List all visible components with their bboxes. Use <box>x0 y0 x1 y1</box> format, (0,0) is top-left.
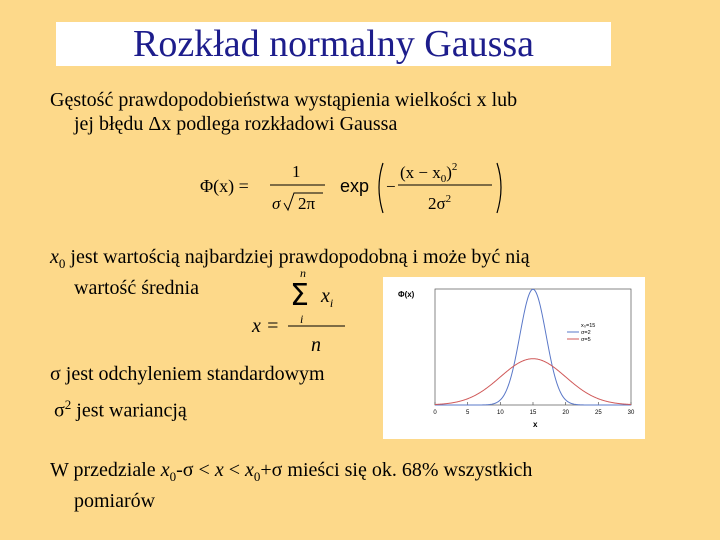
formula-inner-num: $(x - x_0)^2$ <box>400 161 458 185</box>
chart-ticks <box>433 402 635 416</box>
chart-legend <box>567 323 595 343</box>
gauss-formula <box>200 155 510 220</box>
x-tick-label: 20 <box>562 410 570 416</box>
paragraph-interval-line1: W przedziale $x_0-\sigma < x < x_0+\sigma$ mieści się ok. 68% wszystkich <box>50 459 533 484</box>
formula-lhs: Φ(x) = <box>200 176 249 196</box>
chart-ylabel: Φ(x) <box>398 290 415 299</box>
formula-minus: − <box>386 177 396 196</box>
paragraph-density-line2: jej błędu Δx podlega rozkładowi Gaussa <box>74 113 398 135</box>
gauss-chart-svg <box>383 277 645 439</box>
paragraph-interval-line2: pomiarów <box>74 490 156 512</box>
paragraph-density <box>50 88 660 136</box>
x-tick-label: 5 <box>465 410 470 416</box>
paragraph-variance: $\sigma^2$ jest wariancją <box>54 397 187 422</box>
x-tick-label: 10 <box>496 410 504 416</box>
x-tick-label: 25 <box>594 410 602 416</box>
mean-lhs: x = <box>252 315 280 337</box>
paragraph-interval <box>50 458 670 513</box>
series-line-σ=5 <box>435 359 631 405</box>
legend-label: σ=5 <box>581 337 591 343</box>
x-tick-label: 0 <box>433 410 437 416</box>
left-paren <box>379 163 383 213</box>
formula-inner-den: $2\sigma^2$ <box>428 193 452 213</box>
mean-den: n <box>311 334 321 355</box>
page-title: Rozkład normalny Gaussa <box>132 23 535 65</box>
right-paren <box>497 163 501 213</box>
chart-xlabel: x <box>533 420 538 429</box>
legend-label: σ=2 <box>581 330 591 336</box>
sum-bottom: i <box>300 312 304 326</box>
gauss-chart <box>383 277 645 439</box>
legend-title: x₀=15 <box>581 323 596 329</box>
paragraph-mean-line1: $x_0$ jest wartością najbardziej prawdopodobną i może być nią <box>50 246 530 271</box>
formula-den-sigma: σ <box>272 194 281 213</box>
chart-lines <box>435 289 631 405</box>
paragraph-density-line1: Gęstość prawdopodobieństwa wystąpienia wielkości x lub <box>50 89 518 111</box>
sum-top: n <box>300 266 306 280</box>
x-tick-label: 30 <box>627 410 635 416</box>
title-box <box>56 22 611 66</box>
paragraph-mean-line2: wartość średnia <box>74 277 199 299</box>
chart-frame <box>435 289 631 405</box>
sum-x: $x_i$ <box>321 285 334 310</box>
paragraph-sigma: σ jest odchyleniem standardowym <box>50 363 325 385</box>
formula-den-root: 2π <box>298 194 316 213</box>
formula-num: 1 <box>292 162 301 181</box>
series-line-σ=2 <box>435 289 631 405</box>
chart-axes <box>435 289 631 405</box>
mean-formula <box>250 265 360 355</box>
x-tick-label: 15 <box>529 410 537 416</box>
formula-exp: exp <box>340 176 370 196</box>
sum-symbol: Σ <box>290 278 309 313</box>
